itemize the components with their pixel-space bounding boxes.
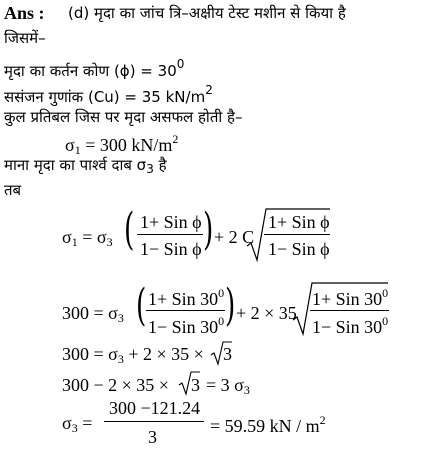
assume-tail: है	[153, 156, 167, 174]
eq1-root-fraction-bar	[264, 234, 330, 235]
eq2-fraction-bar	[146, 310, 225, 311]
eq2-root-numerator: 1+ Sin $30^0$	[312, 286, 389, 309]
assume-sub: 3	[146, 162, 154, 176]
eq4-line-a: 300 − 2 × 35 ×	[62, 375, 169, 395]
cohesion-text: ससंजन गुणांक (Cu) = 35 kN/m	[4, 88, 206, 106]
eq3-root-value: 3	[223, 344, 232, 364]
then-label: तब	[4, 181, 22, 199]
eq1-root-numerator: 1+ Sin ϕ	[268, 212, 330, 232]
sigma1-value: = 300 kN/m	[85, 135, 173, 155]
sigma1-exp: 2	[172, 132, 179, 146]
sigma1-line: $\sigma_1 = 300$ $kN/m^2$	[65, 132, 179, 157]
eq1-lhs: $\sigma_1 = \sigma_3$	[62, 227, 113, 249]
eq1-right-paren: )	[203, 204, 214, 255]
eq3-line: $300 = \sigma_3 + 2 \times 35$ ×	[62, 344, 204, 366]
eq5-rhs: = 59.59 kN / $m^2$	[210, 413, 326, 436]
eq1-fraction-bar	[137, 234, 203, 235]
cohesion-exp: 2	[205, 83, 213, 97]
eq2-numerator: 1+ Sin $30^0$	[148, 286, 225, 309]
eq5-denominator: 3	[148, 427, 157, 447]
eq5-fraction-bar	[104, 421, 204, 422]
eq4-root-value: 3	[191, 375, 200, 395]
eq1-middle: + 2 C	[214, 227, 255, 247]
eq1-denominator: 1− Sin ϕ	[140, 239, 202, 259]
intro-line-2: जिसमें–	[4, 29, 46, 47]
assume-text: माना मृदा का पार्श्व दाब σ	[4, 156, 147, 174]
eq4-line-b: = 3 $\sigma_3$	[206, 375, 250, 397]
friction-angle-exp: 0	[176, 57, 185, 71]
assume-line	[4, 158, 167, 175]
eq5-numerator: 300 −121.24	[109, 398, 201, 418]
intro-line-1: (d) मृदा का जांच त्रि–अक्षीय टेस्ट मशीन से किया है	[68, 4, 346, 22]
eq2-middle: + 2 × 35	[236, 303, 297, 323]
eq2-denominator: 1− Sin $30^0$	[148, 314, 225, 337]
friction-angle-text: मृदा का कर्तन कोण (ϕ) = 30	[4, 62, 177, 80]
friction-angle-line	[4, 58, 184, 79]
total-stress-line: कुल प्रतिबल जिस पर मृदा असफल होती है–	[4, 108, 243, 126]
eq5-lhs: $\sigma_3$ =	[62, 413, 93, 435]
eq1-numerator: 1+ Sin ϕ	[140, 212, 202, 232]
eq1-root-denominator: 1− Sin ϕ	[268, 239, 330, 259]
eq2-right-paren: )	[225, 280, 236, 331]
eq2-lhs: $300 = \sigma_3$	[62, 303, 124, 325]
eq2-root-denominator: 1− Sin $30^0$	[312, 314, 389, 337]
answer-label: Ans :	[4, 3, 45, 23]
eq1-left-paren: (	[124, 204, 135, 255]
cohesion-line	[4, 84, 213, 105]
eq2-left-paren: (	[136, 280, 147, 331]
eq2-root-fraction-bar	[310, 310, 389, 311]
